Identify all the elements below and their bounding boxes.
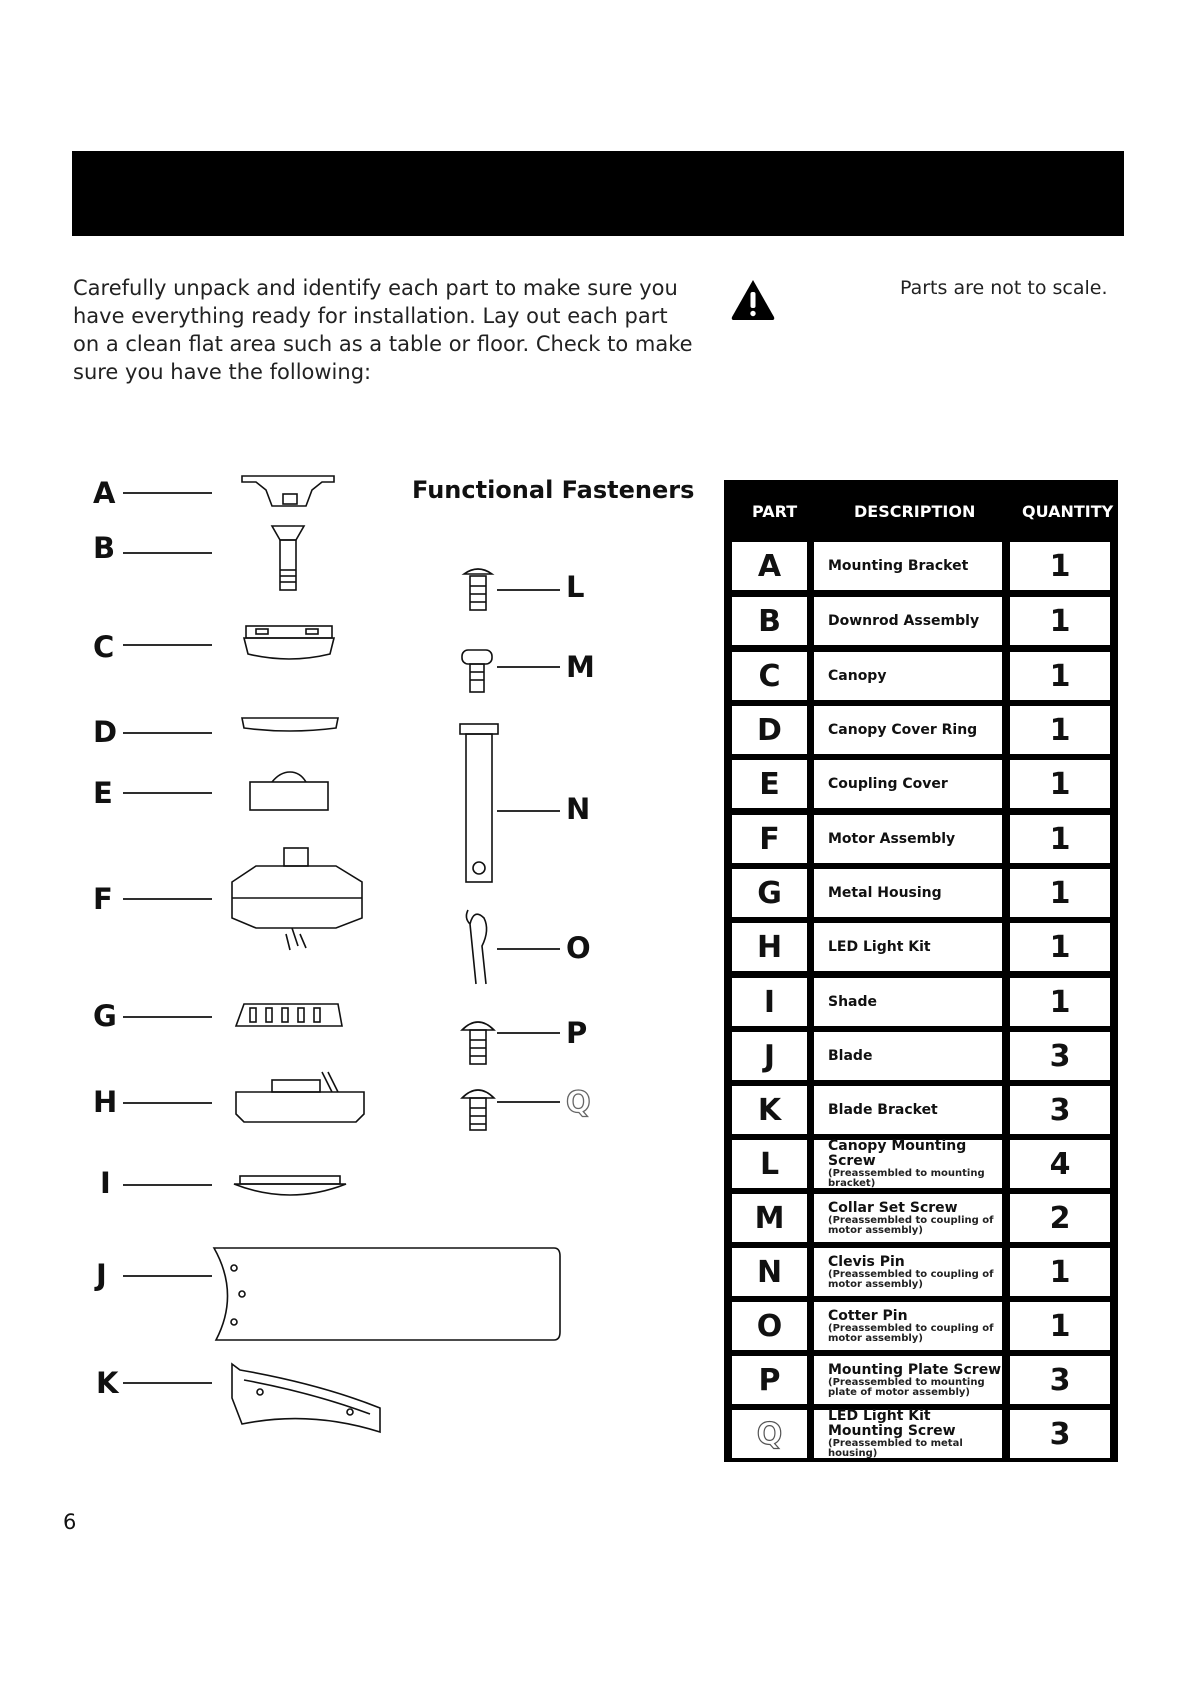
cell-description	[814, 1410, 1002, 1458]
cell-quantity: 1	[1010, 597, 1110, 645]
cell-part: G	[732, 869, 807, 917]
table-row	[724, 597, 1118, 645]
label-g: G	[93, 999, 117, 1033]
header-part: PART	[752, 502, 798, 521]
cell-description	[814, 1248, 1002, 1296]
table-row	[724, 1356, 1118, 1404]
label-f: F	[93, 882, 113, 916]
description-text: Motor Assembly	[828, 830, 956, 847]
label-q: Q	[566, 1085, 591, 1119]
cell-quantity: 1	[1010, 652, 1110, 700]
table-row	[724, 706, 1118, 754]
label-c: C	[93, 630, 115, 664]
table-row	[724, 869, 1118, 917]
parts-table	[724, 480, 1118, 1462]
label-p: P	[566, 1016, 588, 1050]
motor-assembly-icon	[232, 848, 362, 950]
cell-description	[814, 706, 1002, 754]
label-e: E	[93, 776, 113, 810]
label-j: J	[96, 1258, 107, 1292]
table-row	[724, 978, 1118, 1026]
cell-quantity: 1	[1010, 815, 1110, 863]
cell-quantity: 1	[1010, 542, 1110, 590]
led-light-kit-mounting-screw-icon	[462, 1090, 494, 1130]
description-text: Cotter Pin	[828, 1307, 908, 1324]
cell-description	[814, 597, 1002, 645]
description-text: Canopy	[828, 667, 887, 684]
description-text: Shade	[828, 993, 878, 1010]
table-row	[724, 1248, 1118, 1296]
label-d: D	[93, 715, 118, 749]
canopy-icon	[244, 626, 334, 659]
cell-description	[814, 923, 1002, 971]
description-note: (Preassembled to mounting plate of motor assembly)	[828, 1376, 985, 1398]
coupling-cover-icon	[250, 772, 328, 810]
label-l: L	[566, 570, 585, 604]
cell-description	[814, 760, 1002, 808]
blade-icon	[214, 1248, 560, 1340]
cell-part: F	[732, 815, 807, 863]
label-b: B	[93, 531, 116, 565]
label-a: A	[93, 476, 116, 510]
cell-quantity: 3	[1010, 1032, 1110, 1080]
label-o: O	[566, 931, 591, 965]
table-row	[724, 542, 1118, 590]
shade-icon	[234, 1176, 346, 1195]
description-text: Clevis Pin	[828, 1253, 905, 1270]
table-row	[724, 1086, 1118, 1134]
downrod-icon	[272, 526, 304, 590]
cell-part: K	[732, 1086, 807, 1134]
cell-quantity: 1	[1010, 1302, 1110, 1350]
description-text: Canopy Cover Ring	[828, 721, 978, 738]
cell-quantity: 3	[1010, 1356, 1110, 1404]
label-k: K	[96, 1366, 119, 1400]
description-text: Canopy Mounting Screw	[828, 1138, 967, 1169]
description-note: (Preassembled to metal housing)	[828, 1438, 963, 1459]
header-description: DESCRIPTION	[854, 502, 976, 521]
table-row	[724, 815, 1118, 863]
cell-quantity: 4	[1010, 1140, 1110, 1188]
cell-part: C	[732, 652, 807, 700]
description-text: Blade Bracket	[828, 1101, 938, 1118]
cell-description	[814, 1302, 1002, 1350]
header-quantity: QUANTITY	[1022, 502, 1114, 521]
blade-bracket-icon	[232, 1364, 380, 1432]
label-h: H	[93, 1085, 118, 1119]
led-light-kit-icon	[236, 1072, 364, 1122]
canopy-cover-ring-icon	[242, 718, 338, 731]
cell-part: M	[732, 1194, 807, 1242]
cell-part: J	[732, 1032, 807, 1080]
fasteners-title: Functional Fasteners	[412, 476, 695, 504]
table-row	[724, 652, 1118, 700]
description-text: LED Light Kit	[828, 938, 931, 955]
cell-part: B	[732, 597, 807, 645]
cotter-pin-icon	[466, 910, 486, 984]
intro-paragraph: Carefully unpack and identify each part to make sure you have everything ready for installation. Lay out each part on a clean flat area such as a table or floor. Check to make sure you have the following:	[73, 276, 693, 384]
metal-housing-icon	[236, 1004, 342, 1026]
cell-description	[814, 1140, 1002, 1188]
description-text: LED Light Kit Mounting Screw	[828, 1408, 956, 1439]
cell-description	[814, 1032, 1002, 1080]
cell-description	[814, 652, 1002, 700]
cell-part: O	[732, 1302, 807, 1350]
cell-quantity: 1	[1010, 923, 1110, 971]
cell-part: Q	[732, 1410, 807, 1458]
cell-description	[814, 1194, 1002, 1242]
cell-part: H	[732, 923, 807, 971]
cell-quantity: 3	[1010, 1086, 1110, 1134]
cell-quantity: 1	[1010, 978, 1110, 1026]
cell-quantity: 1	[1010, 869, 1110, 917]
cell-description	[814, 869, 1002, 917]
description-note: (Preassembled to mounting bracket)	[828, 1168, 985, 1189]
cell-quantity: 3	[1010, 1410, 1110, 1458]
cell-part: A	[732, 542, 807, 590]
table-row	[724, 1032, 1118, 1080]
table-row	[724, 1194, 1118, 1242]
description-text: Coupling Cover	[828, 775, 948, 792]
cell-part: N	[732, 1248, 807, 1296]
cell-description	[814, 815, 1002, 863]
collar-set-screw-icon	[462, 650, 492, 692]
description-text: Mounting Plate Screw	[828, 1361, 1002, 1378]
table-header	[724, 480, 1118, 542]
leader-lines	[123, 493, 560, 1383]
description-text: Metal Housing	[828, 884, 942, 901]
cell-description	[814, 1086, 1002, 1134]
cell-part: D	[732, 706, 807, 754]
description-text: Collar Set Screw	[828, 1199, 958, 1216]
clevis-pin-icon	[460, 724, 498, 882]
description-text: Blade	[828, 1047, 873, 1064]
cell-quantity: 1	[1010, 760, 1110, 808]
cell-quantity: 1	[1010, 1248, 1110, 1296]
cell-quantity: 1	[1010, 706, 1110, 754]
table-row	[724, 923, 1118, 971]
cell-part: P	[732, 1356, 807, 1404]
table-row	[724, 1140, 1118, 1188]
label-i: I	[100, 1166, 111, 1200]
table-row	[724, 760, 1118, 808]
cell-quantity: 2	[1010, 1194, 1110, 1242]
mounting-plate-screw-icon	[462, 1022, 494, 1064]
mounting-bracket-icon	[242, 476, 334, 506]
cell-part: I	[732, 978, 807, 1026]
cell-description	[814, 978, 1002, 1026]
label-m: M	[566, 650, 595, 684]
page-number: 6	[63, 1510, 77, 1534]
description-note: (Preassembled to coupling of motor assembly)	[828, 1214, 994, 1236]
description-text: Mounting Bracket	[828, 557, 969, 574]
cell-part: L	[732, 1140, 807, 1188]
description-note: (Preassembled to coupling of motor assembly)	[828, 1322, 994, 1344]
scale-note: Parts are not to scale.	[900, 277, 1108, 299]
table-row	[724, 1410, 1118, 1458]
cell-part: E	[732, 760, 807, 808]
canopy-mounting-screw-icon	[464, 569, 492, 610]
cell-description	[814, 1356, 1002, 1404]
table-row	[724, 1302, 1118, 1350]
cell-description	[814, 542, 1002, 590]
description-text: Downrod Assembly	[828, 612, 980, 629]
description-note: (Preassembled to coupling of motor assembly)	[828, 1268, 994, 1290]
label-n: N	[566, 792, 591, 826]
